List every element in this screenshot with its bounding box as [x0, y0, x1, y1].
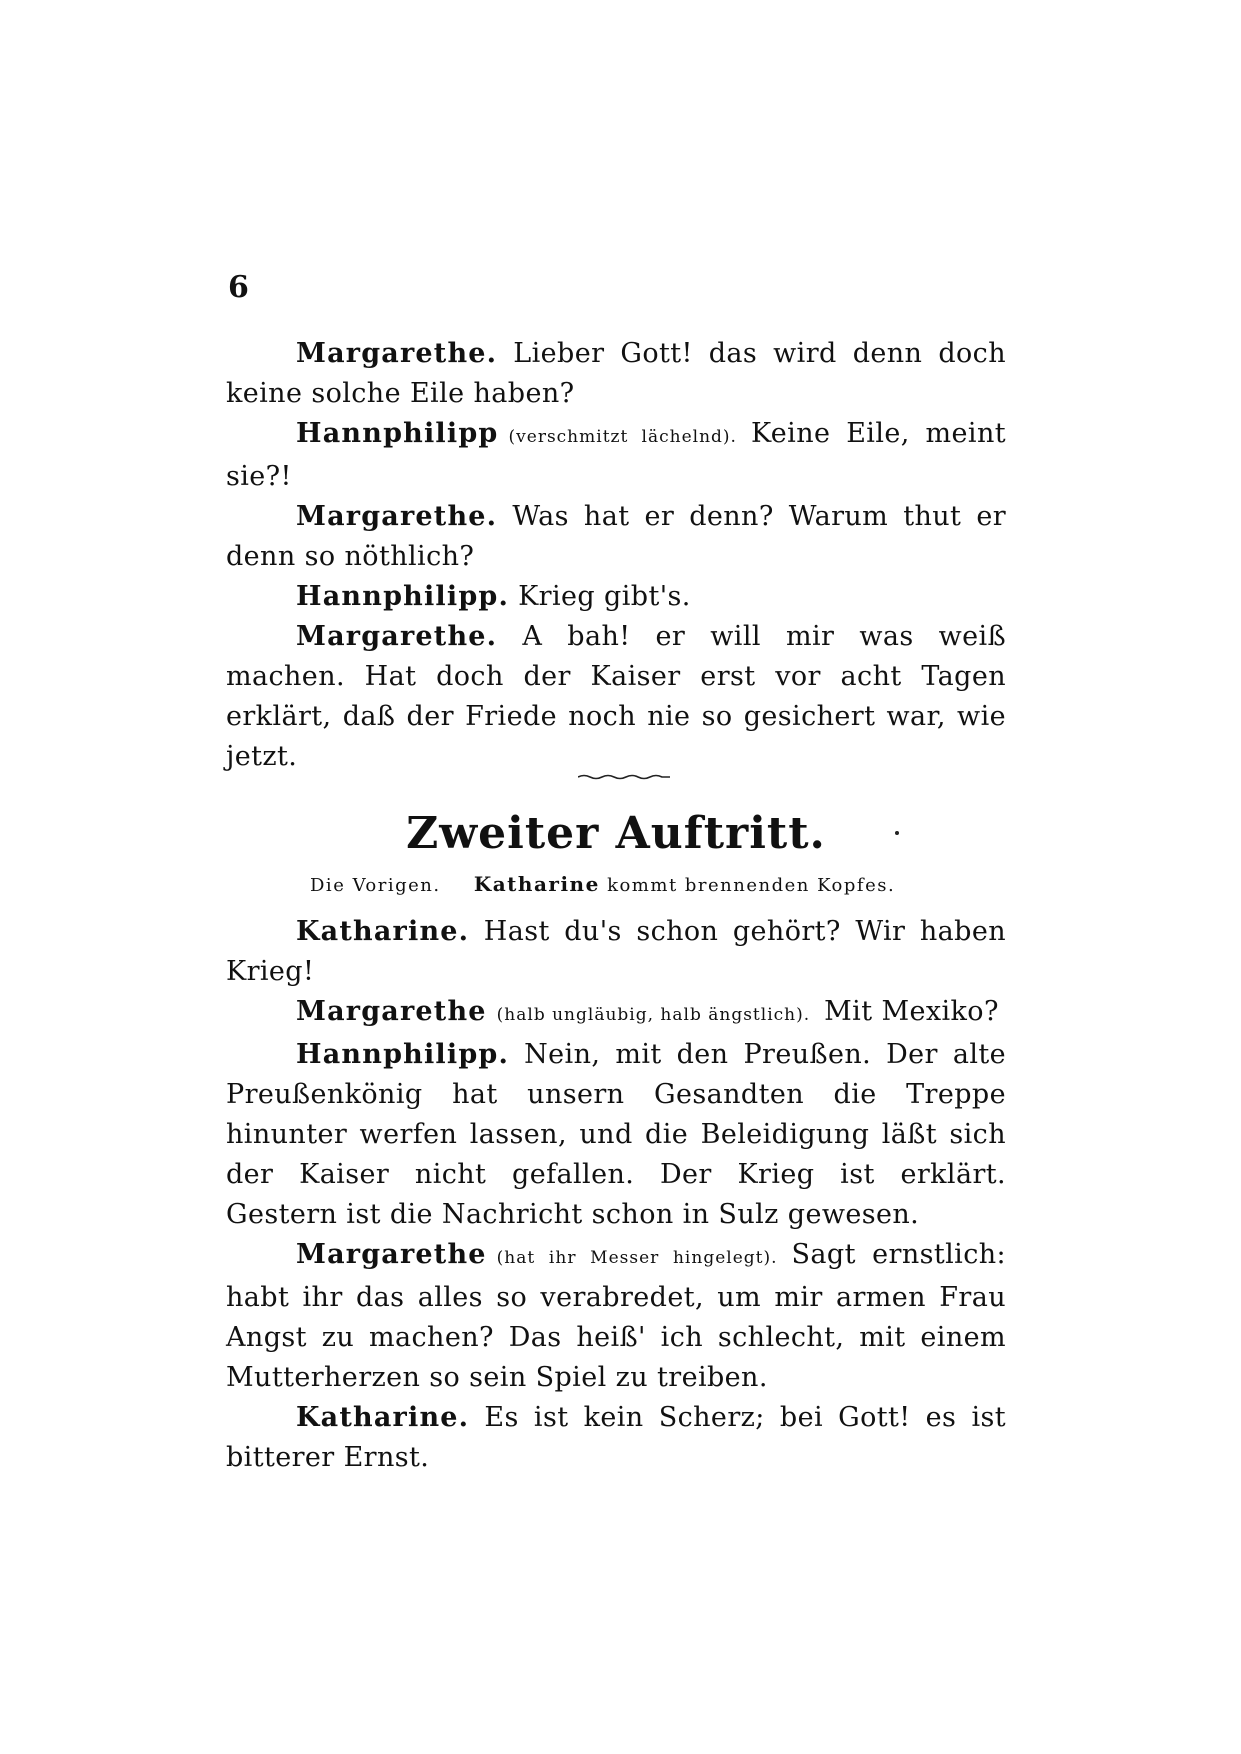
print-speck — [895, 831, 899, 835]
dialogue-line — [226, 1035, 1006, 1235]
speaker-name: Hannphilipp. — [296, 581, 510, 612]
speaker-name: Margarethe — [296, 996, 487, 1027]
stage-direction: (halb ungläubig, halb ängstlich). — [496, 1005, 811, 1025]
dialogue-line — [226, 992, 1006, 1035]
speaker-name: Hannphilipp — [296, 418, 499, 449]
line-text: A bah! er will mir was weiß machen. Hat doch der Kaiser erst vor acht Tagen erklärt, daß der Friede noch nie so gesichert war, wie jetzt. — [226, 621, 1007, 772]
line-text: Was hat er denn? Warum thut er denn so nöthlich? — [226, 501, 1007, 572]
speaker-name: Margarethe. — [296, 621, 498, 652]
line-text: Krieg gibt's. — [518, 581, 691, 612]
line-text: Es ist kein Scherz; bei Gott! es ist bitterer Ernst. — [226, 1402, 1006, 1473]
scene-note — [310, 872, 1010, 896]
dialogue-line — [226, 334, 1006, 414]
stage-direction: (hat ihr Messer hingelegt). — [496, 1248, 778, 1268]
speaker-name: Katharine. — [296, 916, 470, 947]
dialogue-line — [226, 577, 1006, 617]
section-divider — [578, 774, 670, 780]
line-text: Hast du's schon gehört? Wir haben Krieg! — [226, 916, 1006, 987]
scene-note-character: Katharine — [473, 872, 600, 896]
dialogue-block-1 — [226, 334, 1006, 777]
scene-note-suffix: kommt brennenden Kopfes. — [607, 875, 896, 896]
line-text: Lieber Gott! das wird denn doch keine solche Eile haben? — [226, 338, 1006, 409]
line-text: Nein, mit den Preußen. Der alte Preußenkönig hat unsern Gesandten die Treppe hinunter werfen lassen, und die Beleidigung läßt sich der Kaiser nicht gefallen. Der Krieg ist erklärt. Gestern ist die Nachricht schon in Sulz gewesen. — [226, 1039, 1006, 1230]
dialogue-line — [226, 414, 1006, 497]
dialogue-line — [226, 617, 1006, 777]
dialogue-line — [226, 1398, 1006, 1478]
speaker-name: Katharine. — [296, 1402, 470, 1433]
dialogue-line — [226, 1235, 1006, 1398]
dialogue-block-2 — [226, 912, 1006, 1478]
page-number: 6 — [228, 270, 249, 305]
line-text: Keine Eile, meint sie?! — [226, 418, 1006, 492]
scene-note-prefix: Die Vorigen. — [310, 875, 441, 896]
speaker-name: Margarethe. — [296, 338, 498, 369]
speaker-name: Hannphilipp. — [296, 1039, 510, 1070]
stage-direction: (verschmitzt lächelnd). — [508, 427, 737, 447]
scene-title: Zweiter Auftritt. — [406, 808, 826, 859]
line-text: Sagt ernstlich: habt ihr das alles so verabredet, um mir armen Frau Angst zu machen? Das heiß' ich schlecht, mit einem Mutterherzen so sein Spiel zu treiben. — [226, 1239, 1006, 1393]
speaker-name: Margarethe. — [296, 501, 498, 532]
dialogue-line — [226, 912, 1006, 992]
line-text: Mit Mexiko? — [824, 996, 999, 1027]
dialogue-line — [226, 497, 1006, 577]
speaker-name: Margarethe — [296, 1239, 487, 1270]
